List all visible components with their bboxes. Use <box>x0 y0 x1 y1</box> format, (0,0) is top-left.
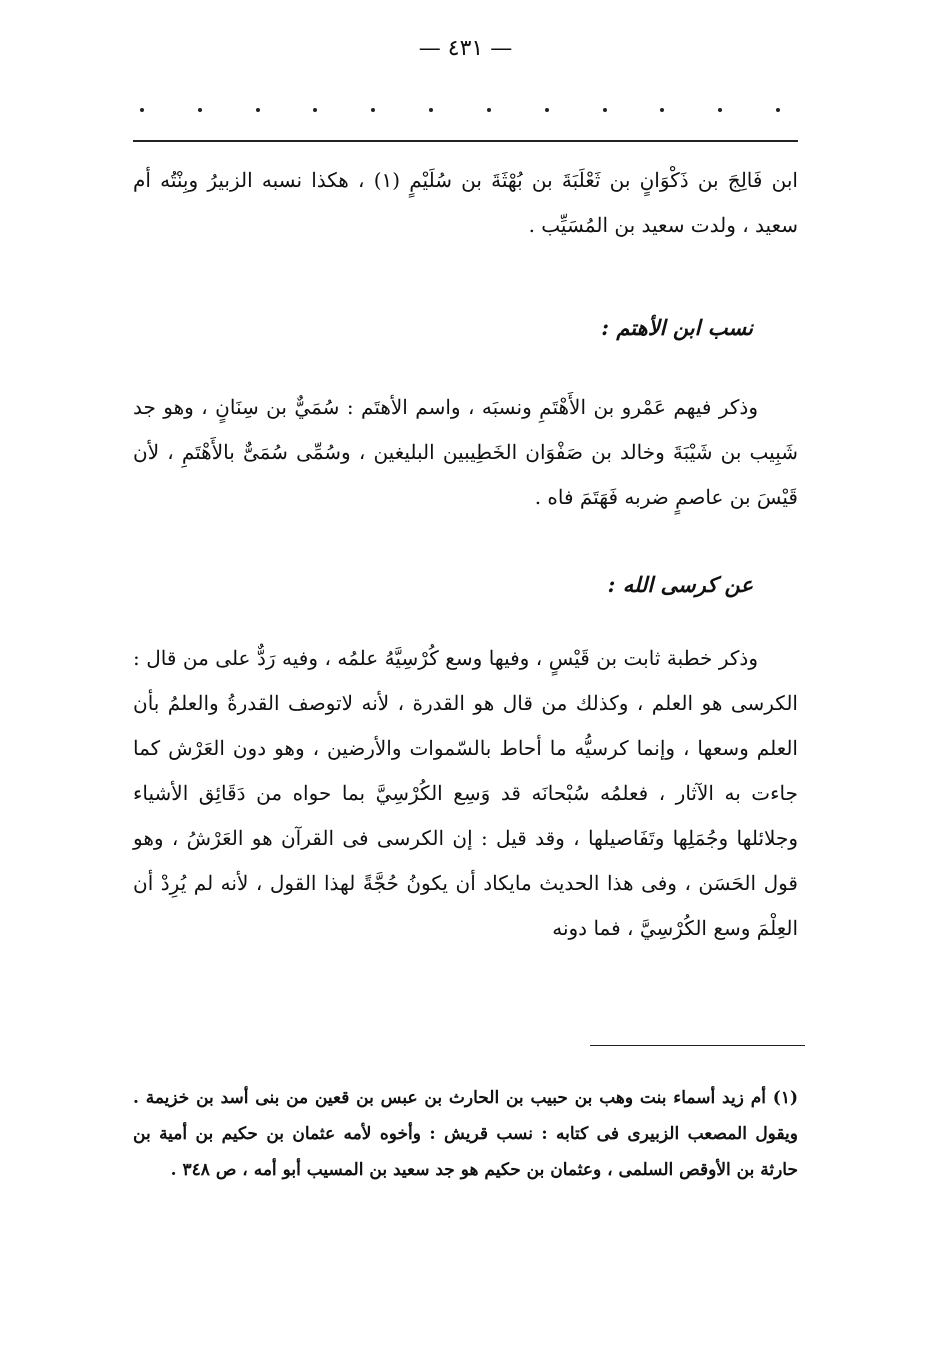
paragraph-3-text: وذكر خطبة ثابت بن قَيْسٍ ، وفيها وسع كُرْسِيَّهُ علمُه ، وفيه رَدٌّ على من قال : الكرسى هو العلم ، وكذلك من قال هو القدرة ، لأنه لاتوصف القدرةُ والعلمُ بأن العلم وسعها ، وإنما كرسيُّه ما أحاط بالسّموات والأرضين ، وهو دون العَرْش كما جاءت به الآثار ، فعلمُه سُبْحانَه قد وَسِع الكُرْسِيَّ بما حواه من دَقَائِق الأشياء وجلائلها وجُمَلِها وتَفَاصيلها ، وقد قيل : إن الكرسى فى القرآن هو العَرْشُ ، وهو قول الحَسَن ، وفى هذا الحديث مايكاد أن يكونُ حُجَّةً لهذا القول ، لأنه لم يُرِدْ أن العِلْمَ وسع الكُرْسِيَّ ، فما دونه <box>133 646 798 940</box>
section-heading-1: نسب ابن الأهتم : <box>601 315 753 340</box>
dot <box>660 108 664 112</box>
dot <box>718 108 722 112</box>
page-number: — ٤٣١ — <box>418 36 513 61</box>
dot <box>313 108 317 112</box>
paragraph-3 <box>133 636 798 951</box>
paragraph-1 <box>133 158 798 248</box>
paragraph-2 <box>133 385 798 520</box>
dot <box>198 108 202 112</box>
dot <box>487 108 491 112</box>
dot <box>776 108 780 112</box>
dot <box>140 108 144 112</box>
dot <box>371 108 375 112</box>
paragraph-2-text: وذكر فيهم عَمْرو بن الأَهْتَمِ ونسبَه ، واسم الأهتَم : سُمَيٌّ بن سِنَانٍ ، وهو جد شَبِيب بن شَيْبَةَ وخالد بن صَفْوَان الخَطِيبين البليغين ، وسُمِّى سُمَىٌّ بالأَهْتَمِ ، لأن قَيْسَ بن عاصمٍ ضربه فَهَتَمَ فاه . <box>133 395 798 509</box>
header-rule <box>133 140 798 142</box>
footnote-text: (١) أم زيد أسماء بنت وهب بن حبيب بن الحارث بن عبس بن قعين من بنى أسد بن خزيمة . ويقول المصعب الزبيرى فى كتابه : نسب قريش : وأخوه لأمه عثمان بن حكيم بن أمية بن حارثة بن الأوقص السلمى ، وعثمان بن حكيم هو جد سعيد بن المسيب أبو أمه ، ص ٣٤٨ . <box>133 1088 798 1180</box>
section-heading-2: عن كرسى الله : <box>607 572 753 597</box>
paragraph-1-text: ابن فَالِجَ بن ذَكْوَانٍ بن ثَعْلَبَةَ بن بُهْثَةَ بن سُلَيْمٍ (١) ، هكذا نسبه الزبيرُ وبِنْتُه أم سعيد ، ولدت سعيد بن المُسَيِّب . <box>133 168 798 237</box>
dot <box>545 108 549 112</box>
dot <box>256 108 260 112</box>
dot <box>429 108 433 112</box>
footnote <box>133 1080 798 1188</box>
decorative-dots <box>140 108 780 128</box>
dot <box>603 108 607 112</box>
footnote-rule <box>590 1045 805 1046</box>
